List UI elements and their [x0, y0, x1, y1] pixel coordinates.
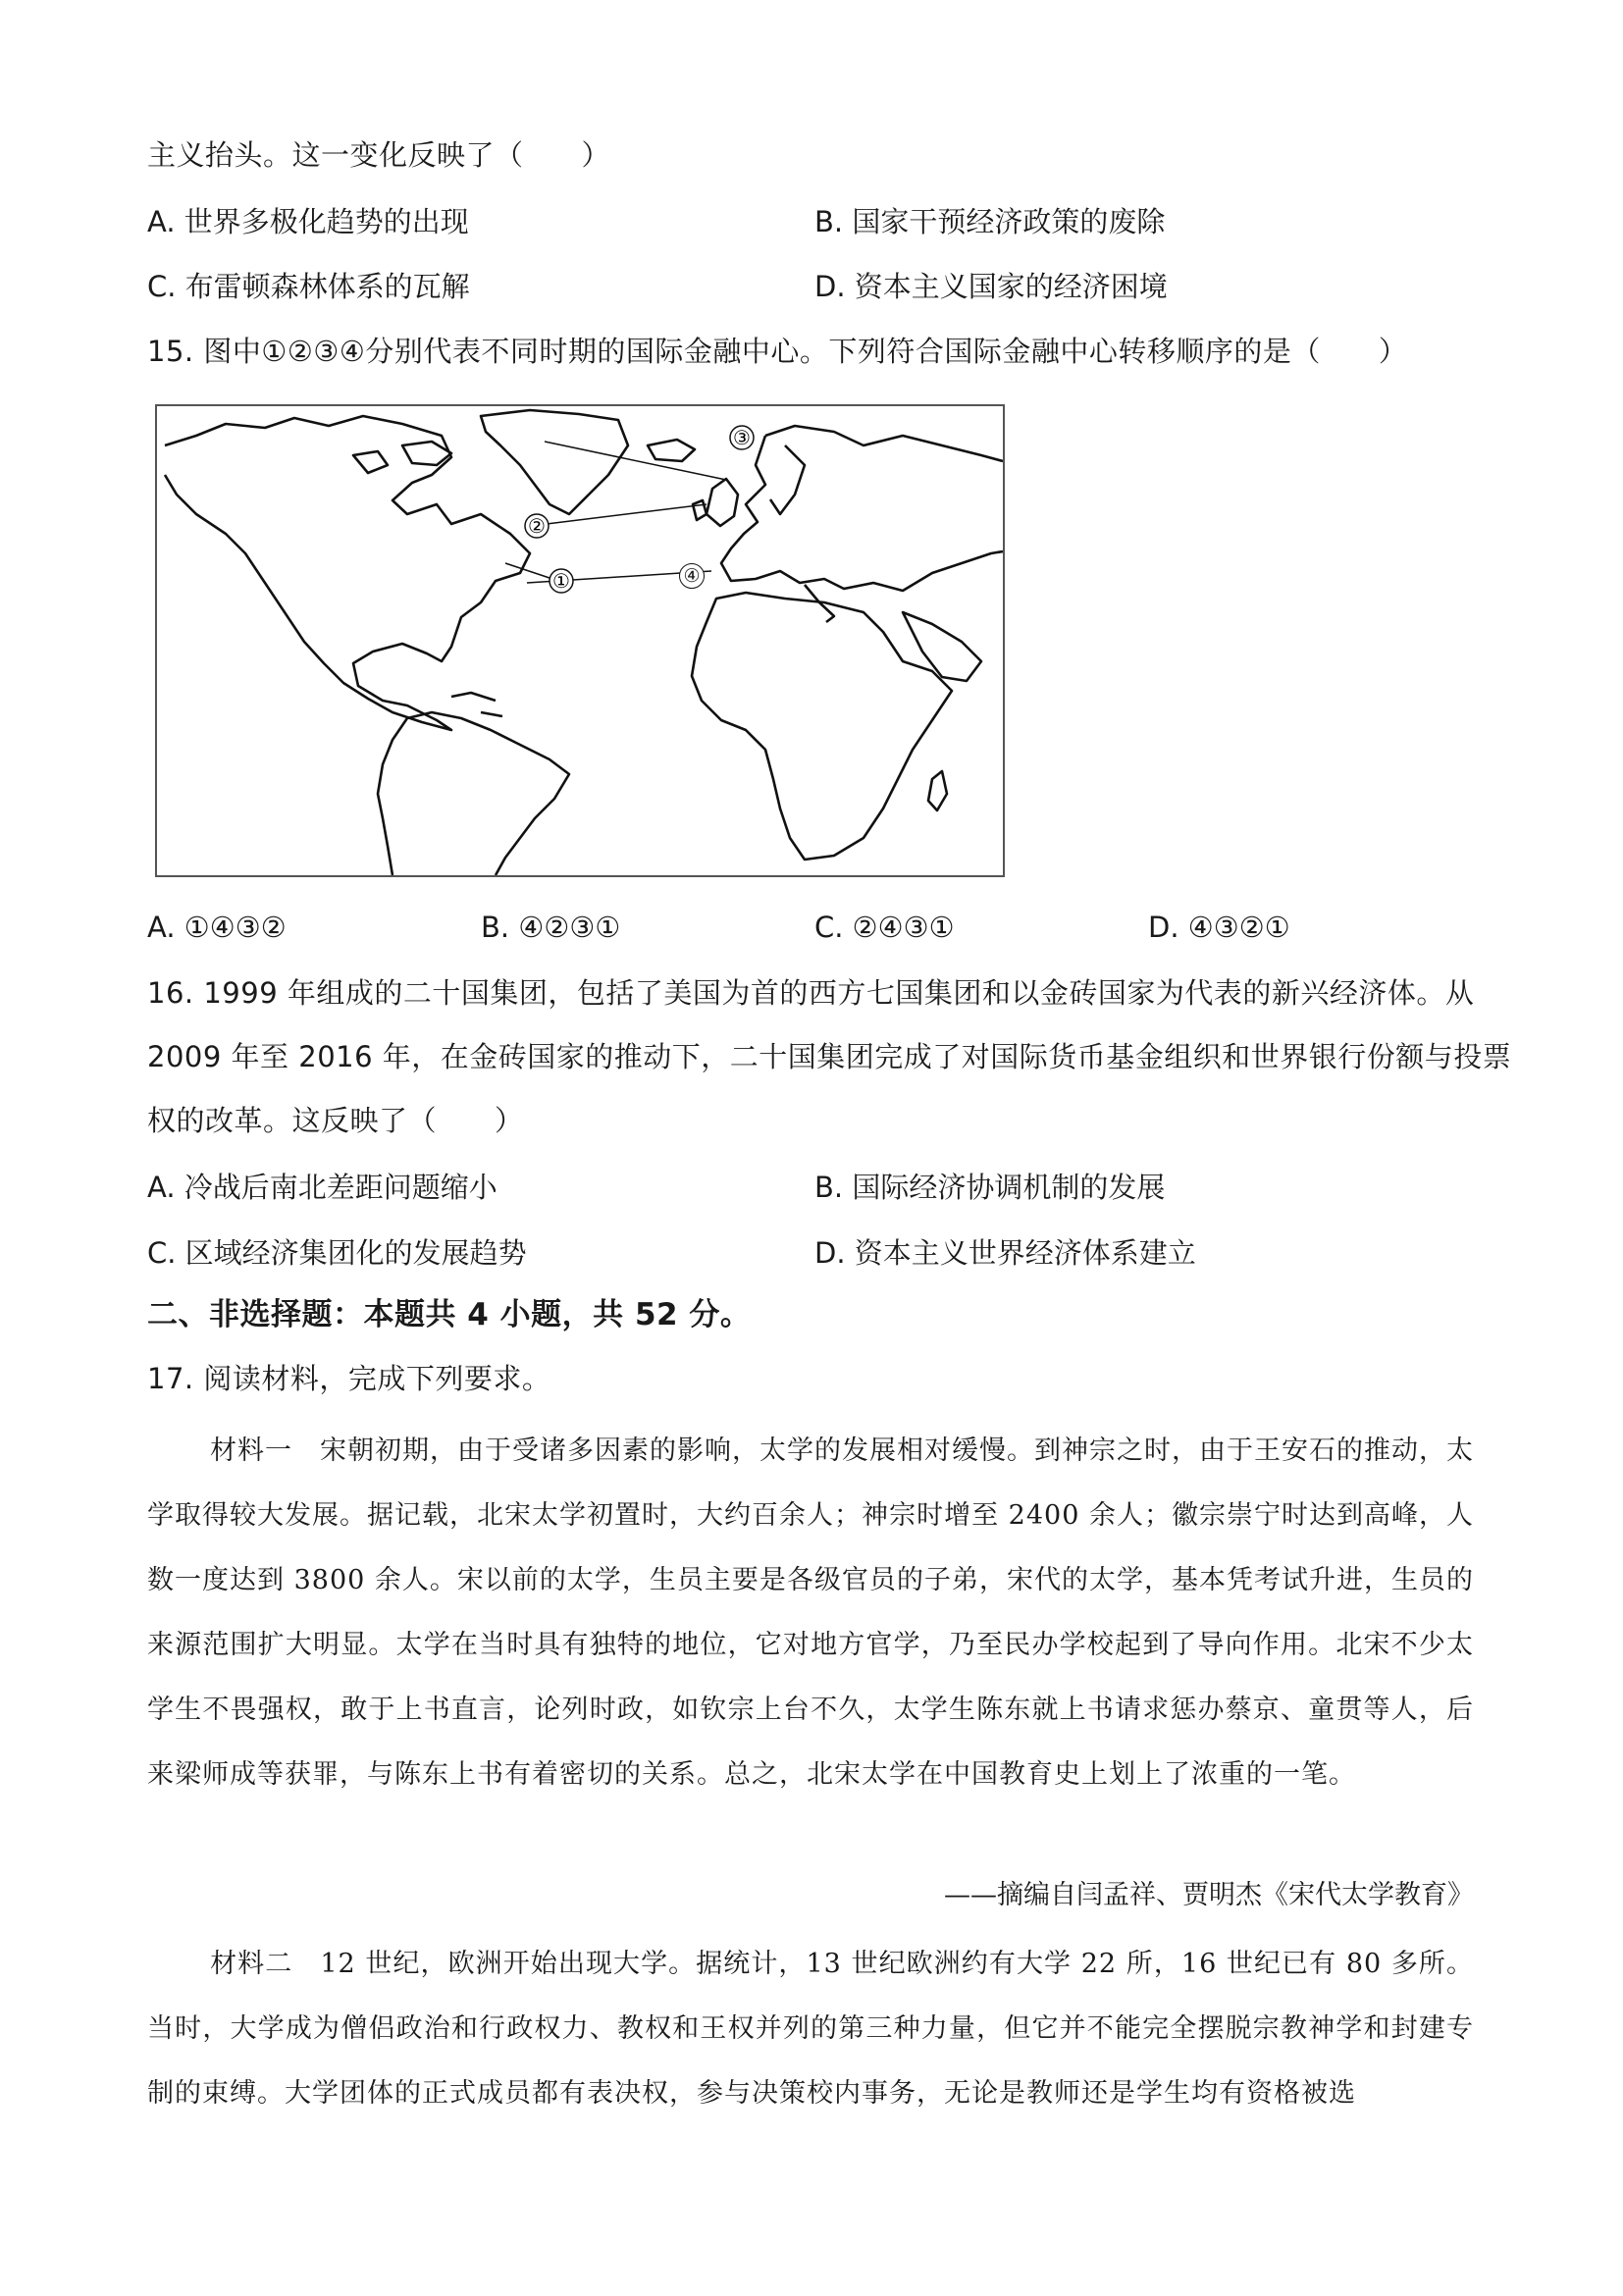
q14-stem-tail: 主义抬头。这一变化反映了（ ） [147, 138, 611, 172]
q15-option-c: C. ②④③① [814, 911, 955, 944]
q14-option-c: C. 布雷顿森林体系的瓦解 [147, 270, 470, 303]
q16-option-a: A. 冷战后南北差距问题缩小 [147, 1171, 497, 1204]
iceland-coastline [648, 440, 695, 461]
marker-4: ④ [679, 563, 705, 589]
madagascar-coastline [928, 771, 947, 810]
section-2-title: 二、非选择题：本题共 4 小题，共 52 分。 [147, 1297, 752, 1332]
world-map-outline [157, 406, 1003, 875]
q14-option-a: A. 世界多极化趋势的出现 [147, 205, 469, 238]
south-america-coastline [378, 712, 569, 875]
marker-3-label: ③ [733, 426, 751, 449]
marker-3-leader [545, 442, 726, 480]
arabia-coastline [903, 612, 981, 681]
europe-coastline [721, 426, 1003, 591]
scandinavia-coastline [770, 445, 805, 514]
q16-stem-line1: 16. 1999 年组成的二十国集团，包括了美国为首的西方七国集团和以金砖国家为代表的新兴经济体。从 [147, 976, 1475, 1010]
q14-option-b: B. 国家干预经济政策的废除 [814, 205, 1166, 238]
q15-option-d: D. ④③②① [1148, 911, 1290, 944]
q15-option-a: A. ①④③② [147, 911, 287, 944]
marker-1-label: ① [552, 569, 570, 593]
arctic-island [402, 442, 451, 465]
q15-stem: 15. 图中①②③④分别代表不同时期的国际金融中心。下列符合国际金融中心转移顺序的是（ ） [147, 335, 1408, 368]
q17-material-1 [147, 1419, 1474, 1807]
q17-material-2-text: 材料二 12 世纪，欧洲开始出现大学。据统计，13 世纪欧洲约有大学 22 所，16 世纪已有 80 多所。当时，大学成为僧侣政治和行政权力、教权和王权并列的第三种力量，但它并不能完全摆脱宗教神学和封建专制的束缚。大学团体的正式成员都有表决权，参与决策校内事务，无论是教师还是学生均有资格被选 [147, 1949, 1474, 2109]
caribbean-islands [451, 693, 502, 716]
q15-option-b: B. ④②③① [481, 911, 621, 944]
q17-stem: 17. 阅读材料，完成下列要求。 [147, 1362, 551, 1395]
ireland-coastline [693, 500, 707, 520]
q14-option-d: D. 资本主义国家的经济困境 [814, 270, 1168, 303]
north-america-coastline [165, 416, 530, 730]
arctic-island-2 [353, 451, 388, 473]
world-map-figure [155, 404, 1005, 877]
marker-2-label: ② [528, 514, 546, 538]
q17-material-2 [147, 1932, 1474, 2126]
q16-option-c: C. 区域经济集团化的发展趋势 [147, 1236, 527, 1270]
q16-option-d: D. 资本主义世界经济体系建立 [814, 1236, 1196, 1270]
q16-stem-line2: 2009 年至 2016 年，在金砖国家的推动下，二十国集团完成了对国际货币基金组织和世界银行份额与投票 [147, 1040, 1512, 1073]
greenland-coastline [481, 410, 628, 514]
q17-source-1: ——摘编自闫孟祥、贾明杰《宋代太学教育》 [944, 1880, 1474, 1910]
q16-stem-line3: 权的改革。这反映了（ ） [147, 1104, 524, 1137]
q16-option-b: B. 国际经济协调机制的发展 [814, 1171, 1166, 1204]
q17-material-1-text: 材料一 宋朝初期，由于受诸多因素的影响，太学的发展相对缓慢。到神宗之时，由于王安石的推动，太学取得较大发展。据记载，北宋太学初置时，大约百余人；神宗时增至 2400 余人；徽宗崇宁时达到高峰，人数一度达到 3800 余人。宋以前的太学，生员主要是各级官员的子弟，宋代的太学，基本凭考试升进，生员的来源范围扩大明显。太学在当时具有独特的地位，它对地方官学，乃至民办学校起到了导向作用。北宋不少太学生不畏强权，敢于上书直言，论列时政，如钦宗上台不久，太学生陈东就上书请求惩办蔡京、童贯等人，后来梁师成等获罪，与陈东上书有着密切的关系。总之，北宋太学在中国教育史上划上了浓重的一笔。 [147, 1435, 1474, 1790]
british-isles-coastline [707, 479, 738, 526]
